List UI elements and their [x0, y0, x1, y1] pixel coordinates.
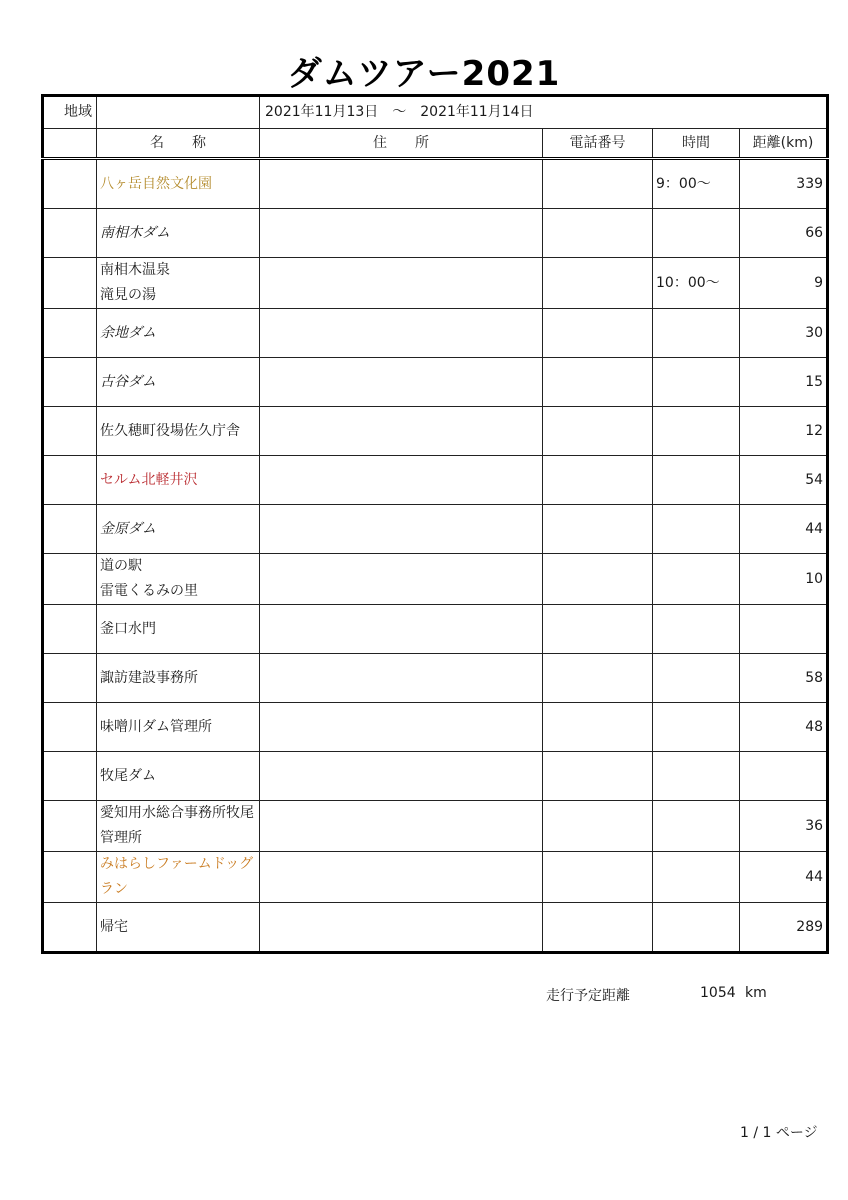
tour-table — [41, 94, 829, 954]
place-time — [653, 209, 740, 258]
table-row — [43, 801, 828, 852]
region-value — [97, 96, 260, 129]
place-distance: 44 — [740, 505, 828, 554]
place-time — [653, 309, 740, 358]
place-name: 古谷ダム — [97, 358, 260, 407]
table-row — [43, 903, 828, 953]
place-name: 釜口水門 — [97, 605, 260, 654]
place-time — [653, 654, 740, 703]
table-row — [43, 505, 828, 554]
col-address: 住 所 — [260, 129, 543, 159]
table-row — [43, 852, 828, 903]
place-time — [653, 505, 740, 554]
place-name: 諏訪建設事務所 — [97, 654, 260, 703]
place-distance: 10 — [740, 554, 828, 605]
place-distance: 48 — [740, 703, 828, 752]
place-time — [653, 903, 740, 953]
table-row — [43, 309, 828, 358]
place-distance: 66 — [740, 209, 828, 258]
place-distance: 44 — [740, 852, 828, 903]
table-row — [43, 554, 828, 605]
place-time — [653, 605, 740, 654]
place-distance: 54 — [740, 456, 828, 505]
table-row — [43, 209, 828, 258]
total-distance-value: 1054 — [700, 985, 736, 1001]
place-distance: 15 — [740, 358, 828, 407]
total-distance-label: 走行予定距離 — [546, 988, 630, 1004]
place-distance: 12 — [740, 407, 828, 456]
place-time — [653, 407, 740, 456]
place-name: 帰宅 — [97, 903, 260, 953]
place-name: 愛知用水総合事務所牧尾管理所 — [97, 801, 260, 852]
place-name: 南相木温泉 滝見の湯 — [97, 258, 260, 309]
place-time — [653, 703, 740, 752]
place-name: 味噌川ダム管理所 — [97, 703, 260, 752]
place-distance: 289 — [740, 903, 828, 953]
date-range: 2021年11月13日 ～ 2021年11月14日 — [260, 96, 828, 129]
place-time — [653, 852, 740, 903]
place-distance — [740, 752, 828, 801]
place-name: 佐久穂町役場佐久庁舎 — [97, 407, 260, 456]
table-row — [43, 703, 828, 752]
column-header-row — [43, 129, 828, 159]
total-distance-unit: km — [745, 985, 767, 1001]
table-row — [43, 605, 828, 654]
region-label: 地域 — [43, 96, 97, 129]
col-name: 名 称 — [97, 129, 260, 159]
table-row — [43, 654, 828, 703]
place-distance: 339 — [740, 159, 828, 209]
place-time — [653, 358, 740, 407]
table-row — [43, 407, 828, 456]
place-name: 牧尾ダム — [97, 752, 260, 801]
col-blank — [43, 129, 97, 159]
col-distance: 距離(km) — [740, 129, 828, 159]
place-time — [653, 801, 740, 852]
place-name: みはらしファームドッグラン — [97, 852, 260, 903]
place-name: 八ヶ岳自然文化園 — [97, 159, 260, 209]
place-time — [653, 752, 740, 801]
place-name: 余地ダム — [97, 309, 260, 358]
place-name: セルム北軽井沢 — [97, 456, 260, 505]
place-distance: 36 — [740, 801, 828, 852]
table-row — [43, 258, 828, 309]
place-distance: 30 — [740, 309, 828, 358]
col-time: 時間 — [653, 129, 740, 159]
place-time — [653, 554, 740, 605]
place-time: 10：00～ — [653, 258, 740, 309]
table-row — [43, 752, 828, 801]
place-time: 9：00～ — [653, 159, 740, 209]
table-row — [43, 358, 828, 407]
place-distance: 58 — [740, 654, 828, 703]
table-row — [43, 456, 828, 505]
page-number: 1 / 1 ページ — [740, 1125, 818, 1141]
table-row — [43, 159, 828, 209]
place-name: 金原ダム — [97, 505, 260, 554]
page-title: ダムツアー2021 — [287, 54, 561, 94]
place-time — [653, 456, 740, 505]
place-name: 南相木ダム — [97, 209, 260, 258]
place-name: 道の駅 雷電くるみの里 — [97, 554, 260, 605]
col-phone: 電話番号 — [543, 129, 653, 159]
header-row — [43, 96, 828, 129]
place-distance — [740, 605, 828, 654]
place-distance: 9 — [740, 258, 828, 309]
